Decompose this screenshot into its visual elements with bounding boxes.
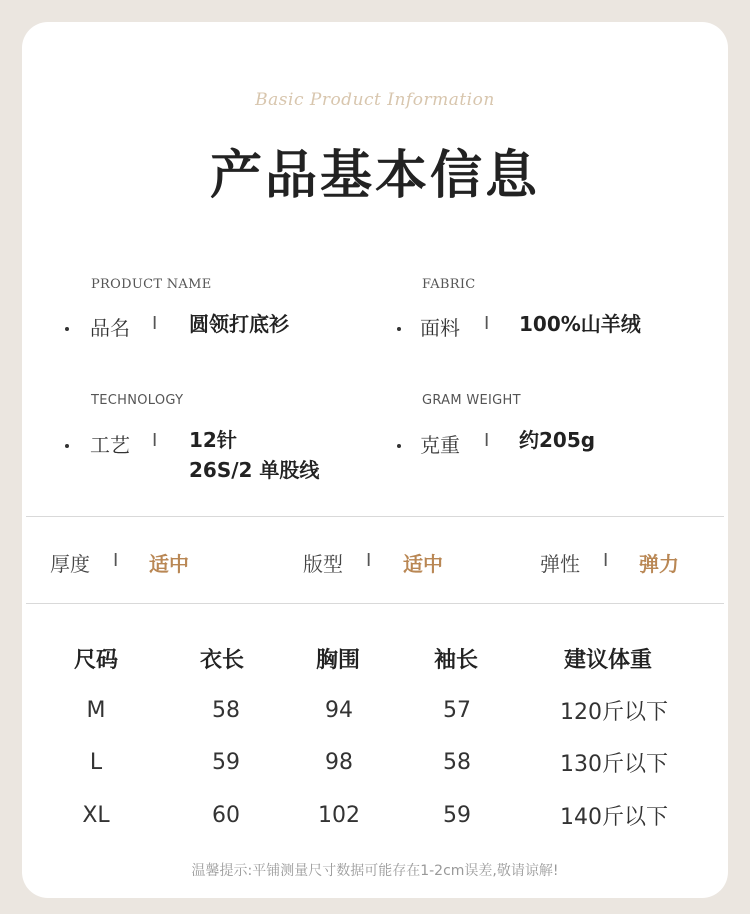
- technology-label: 工艺: [90, 433, 130, 457]
- table-cell: 59: [443, 803, 471, 828]
- bullet-icon: [65, 327, 69, 331]
- table-cell: 57: [443, 698, 471, 723]
- separator: I: [152, 313, 158, 334]
- elasticity-value: 弹力: [639, 552, 679, 576]
- separator: I: [603, 550, 609, 571]
- separator: I: [484, 313, 490, 334]
- table-cell: 94: [325, 698, 353, 723]
- table-cell: 58: [212, 698, 240, 723]
- table-cell: 59: [212, 750, 240, 775]
- table-cell: 98: [325, 750, 353, 775]
- table-cell: 58: [443, 750, 471, 775]
- table-cell: L: [89, 750, 103, 775]
- bullet-icon: [65, 444, 69, 448]
- gram-weight-en-label: GRAM WEIGHT: [422, 393, 521, 408]
- table-cell: 120斤以下: [560, 700, 668, 725]
- thickness-value: 适中: [149, 552, 189, 576]
- thickness-label: 厚度: [50, 552, 90, 576]
- page-title: 产品基本信息: [209, 146, 540, 206]
- separator: I: [113, 550, 119, 571]
- table-header: 衣长: [199, 648, 245, 673]
- bullet-icon: [397, 327, 401, 331]
- fabric-value: 100%山羊绒: [519, 312, 641, 336]
- fabric-en-label: FABRIC: [422, 277, 476, 292]
- measurement-note: 温馨提示:平铺测量尺寸数据可能存在1-2cm误差,敬请谅解!: [191, 863, 559, 879]
- fit-label: 版型: [303, 552, 343, 576]
- table-cell: 140斤以下: [560, 805, 668, 830]
- table-cell: XL: [82, 803, 110, 828]
- table-cell: 102: [318, 803, 360, 828]
- separator: I: [366, 550, 372, 571]
- table-header: 袖长: [433, 648, 479, 673]
- divider: [26, 603, 724, 604]
- table-header: 建议体重: [563, 648, 653, 673]
- table-cell: 130斤以下: [560, 752, 668, 777]
- gram-weight-value: 约205g: [519, 428, 596, 452]
- product-name-value: 圆领打底衫: [189, 312, 289, 336]
- table-header: 胸围: [315, 648, 361, 673]
- separator: I: [484, 430, 490, 451]
- table-cell: M: [86, 698, 106, 723]
- table-cell: 60: [212, 803, 240, 828]
- bullet-icon: [397, 444, 401, 448]
- fabric-label: 面料: [420, 316, 460, 340]
- divider: [26, 516, 724, 517]
- technology-value-line2: 26S/2 单股线: [189, 458, 320, 482]
- gram-weight-label: 克重: [420, 433, 460, 457]
- technology-value-line1: 12针: [189, 428, 237, 452]
- script-subtitle: Basic Product Information: [255, 90, 495, 110]
- table-header: 尺码: [73, 648, 119, 673]
- elasticity-label: 弹性: [540, 552, 580, 576]
- separator: I: [152, 430, 158, 451]
- technology-en-label: TECHNOLOGY: [91, 393, 184, 408]
- fit-value: 适中: [403, 552, 443, 576]
- product-name-en-label: PRODUCT NAME: [91, 277, 212, 292]
- product-name-label: 品名: [90, 316, 130, 340]
